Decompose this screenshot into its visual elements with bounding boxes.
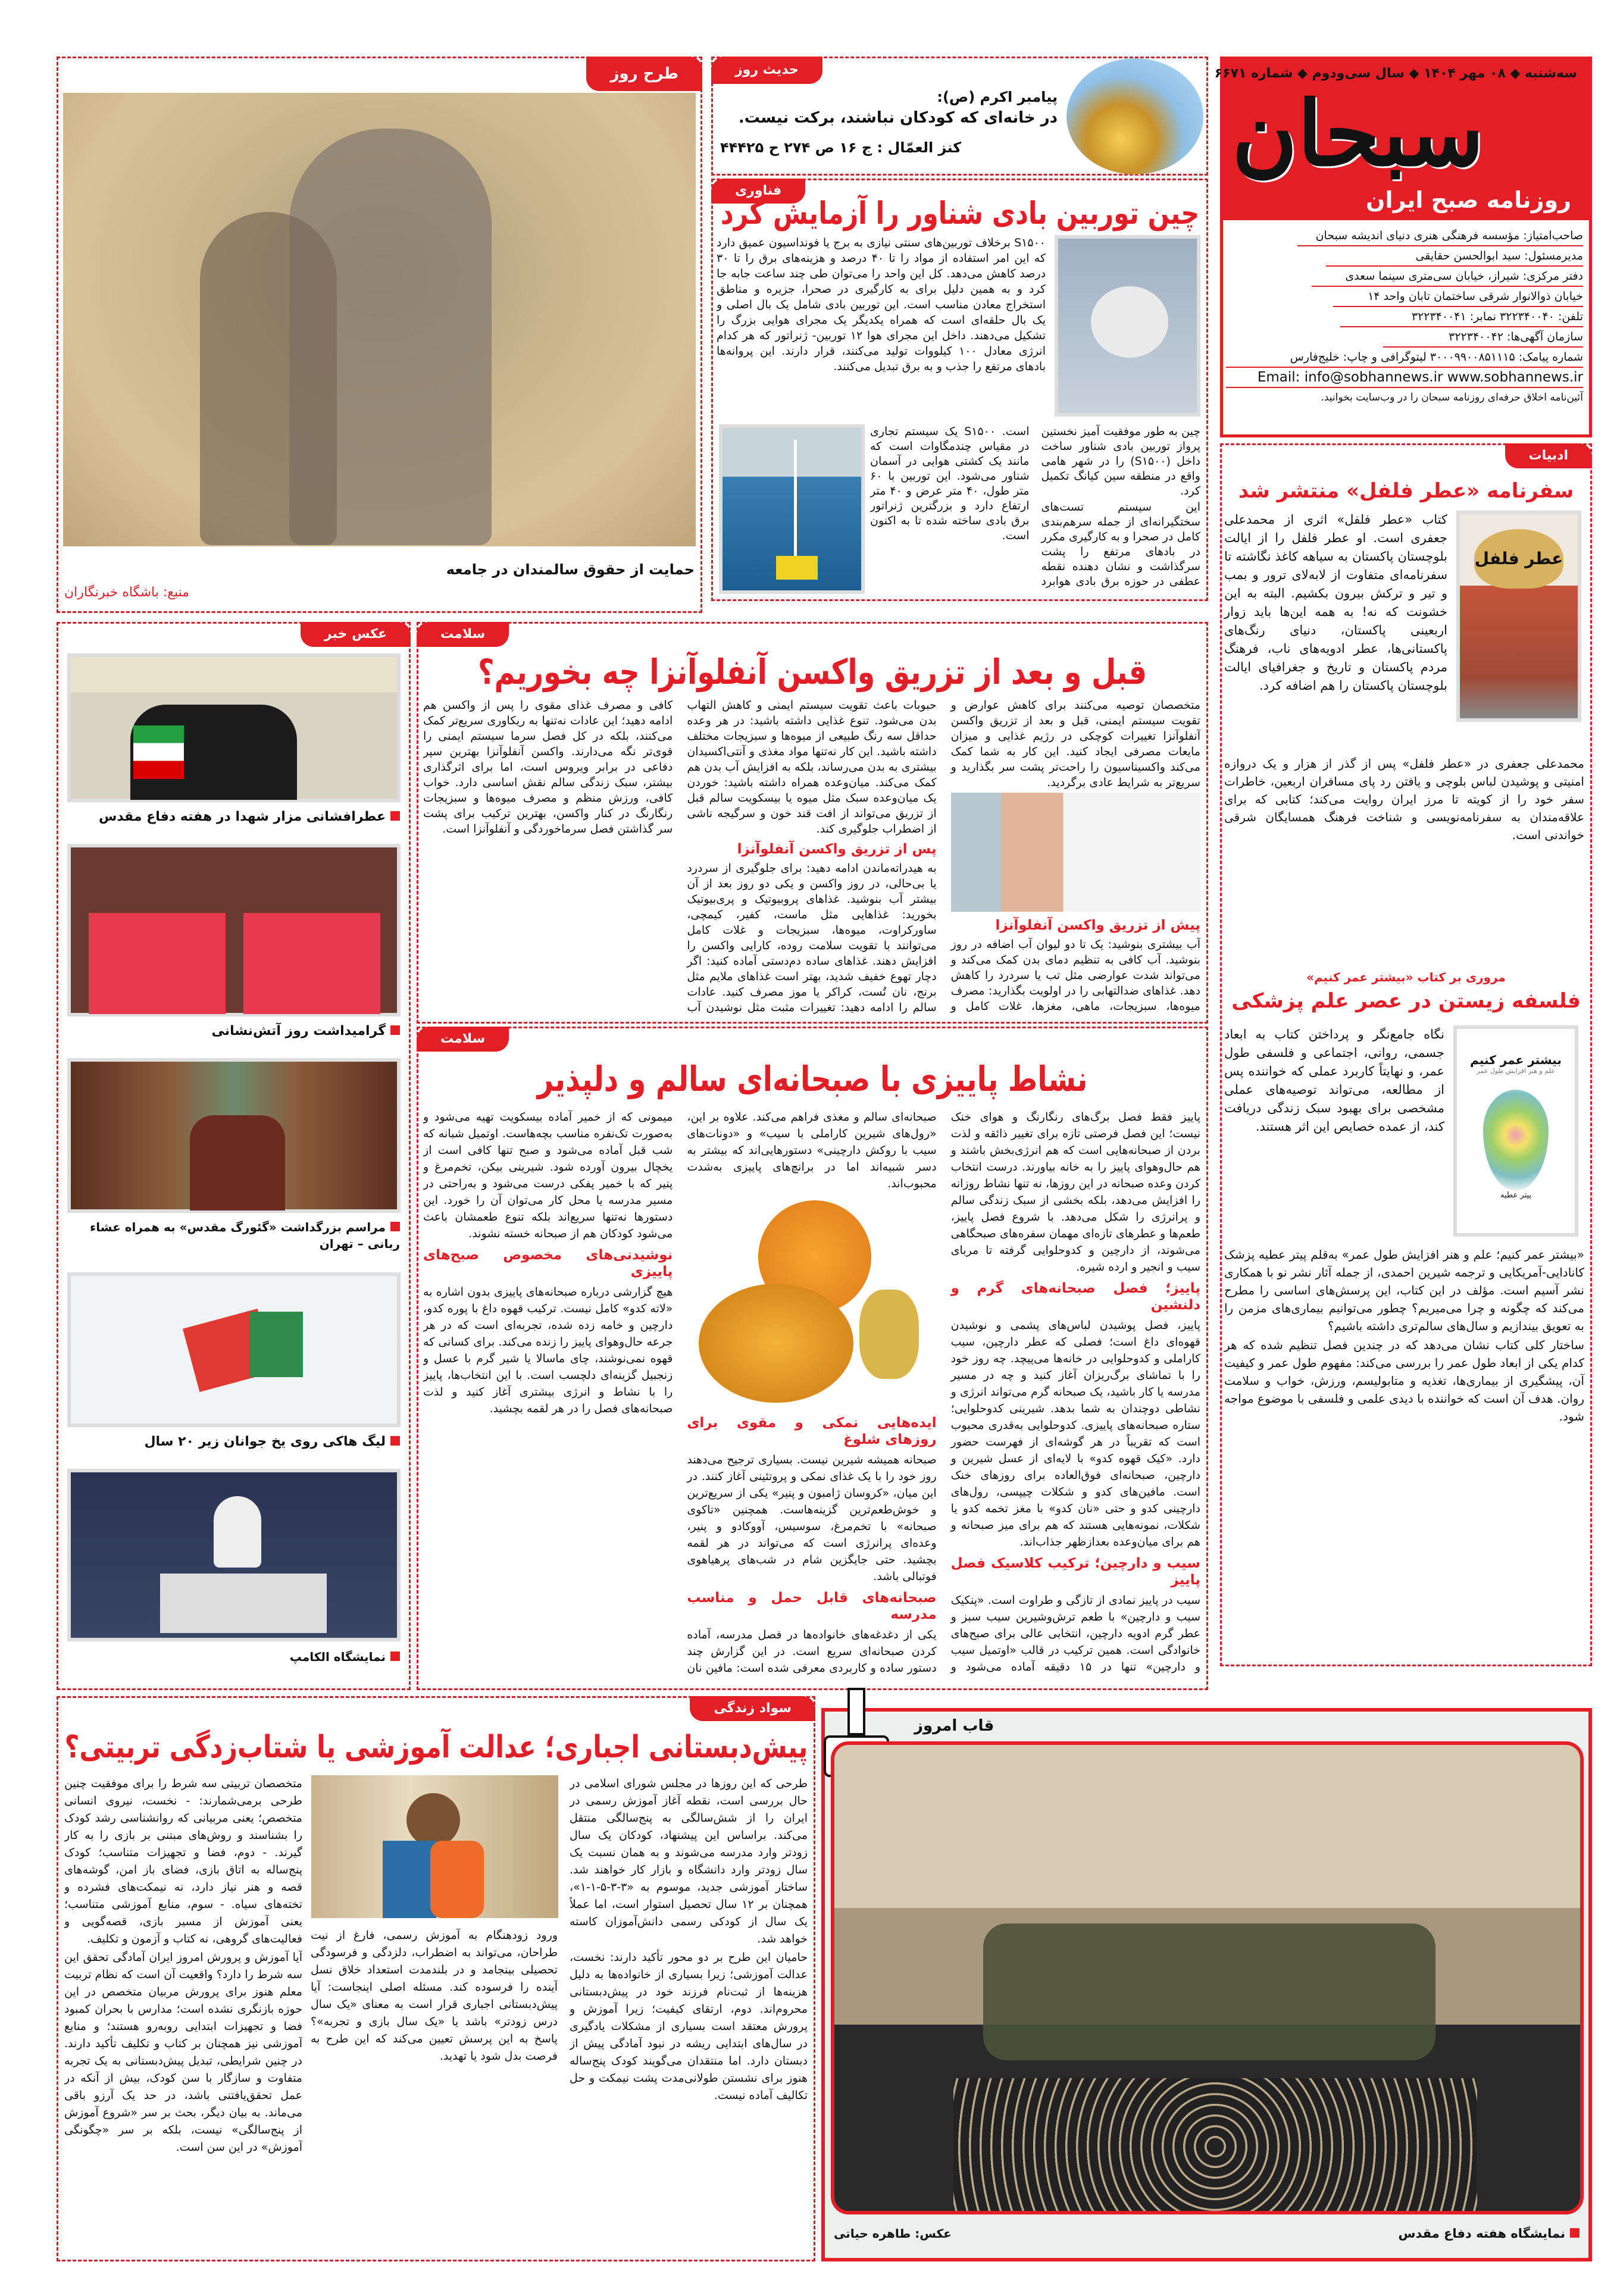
hadith-section [711, 57, 1208, 176]
preschool-headline: پیش‌دبستانی اجباری؛ عدالت آموزشی یا شتاب‌زدگی تربیتی؟ [64, 1729, 808, 1765]
book2-cover-subtitle: علم و هنر افزایش طول عمر [1477, 1067, 1555, 1075]
hadith-speaker: پیامبر اکرم (ص): [937, 89, 1058, 105]
masthead [1214, 57, 1592, 437]
subheading: ایده‌هایی نمکی و مقوی برای روزهای شلوغ [687, 1415, 937, 1447]
photo-credit: عکس: طاهره حیاتی [834, 2226, 952, 2241]
flu-vaccine-section [417, 622, 1208, 1024]
subheading: پس از تزریق واکسن آنفلوآنزا [737, 842, 937, 857]
book1-headline: سفرنامه «عطر فلفل» منتشر شد [1238, 479, 1574, 503]
section-title: قاب امروز [914, 1717, 994, 1735]
book1-cover-title: عطر فلفل [1474, 529, 1563, 589]
book2-headline: فلسفه زیستن در عصر علم پزشکی [1231, 989, 1581, 1013]
breakfast-headline: نشاط پاییزی با صبحانه‌ای سالم و دلپذیر [537, 1059, 1088, 1099]
masthead-banner [1214, 60, 1589, 220]
schoolboy-image [311, 1775, 558, 1918]
airborne-turbine-image [1055, 235, 1200, 417]
subheading: پاییز؛ فصل صبحانه‌های گرم و دلنشین [950, 1281, 1200, 1313]
hadith-text: در خانه‌ای که کودکان نباشند، برکت نیست. [738, 109, 1058, 127]
info-line: تلفن: ۳۲۲۳۴۰۰۴۰ نمابر: ۳۲۲۳۴۰۰۴۱ [1340, 307, 1583, 327]
cartoon-image [63, 93, 696, 546]
photo-church [67, 1058, 401, 1213]
photo-caption: مراسم بزرگداشت «گئورگ مقدس» به همراه عشاء ربانی – تهران [67, 1219, 400, 1252]
subheading: نوشیدنی‌های مخصوص صبح‌های پاییزی [423, 1247, 673, 1280]
photo-caption: نمایشگاه الکامپ [67, 1649, 400, 1665]
book2-cover-title: بیشتر عمر کنیم [1470, 1053, 1562, 1067]
tech-section [711, 179, 1208, 601]
info-line: سازمان آگهی‌ها: ۳۲۲۳۴۰۰۴۲ [1383, 327, 1583, 348]
section-tab: عکس خبر [301, 622, 411, 647]
flu-headline: قبل و بعد از تزریق واکسن آنفلوآنزا چه بخوریم؟ [477, 652, 1147, 692]
book1-body-cont: محمدعلی جعفری در «عطر فلفل» پس از گذر از هزار و یک دروازه امنیتی و پوشیدن لباس بلوچی و یافتن رد پای مسافران اربعین، خاطرات سفر خود را از کویته تا مرز ایران روایت می‌کند؛ کتابی که برای علاقه‌مندان به سفرنامه‌نویسی و شناخت فرهنگ همسایگان شرقی خواندنی است. [1224, 756, 1584, 842]
book2-cover-author: پیتر عطیه [1500, 1191, 1532, 1200]
section-tab: حدیث روز [711, 57, 822, 84]
section-tab: سلامت [417, 622, 509, 647]
subheading: سیب و دارچین؛ ترکیب کلاسیک فصل پاییز [950, 1556, 1200, 1588]
book2-body: نگاه جامع‌نگر و پرداختن کتاب به ابعاد جسمی، روانی، اجتماعی و فلسفی طول عمر، و نهایتاً کاربرد عملی که خواننده پس از مطالعه، می‌تواند توصیه‌های عملی مشخصی برای بهبود سبک زندگی دریافت کند، از عمده خصایص این اثر هستند. [1224, 1027, 1444, 1134]
cartoon-section [57, 57, 702, 613]
tech-body-left: S۱۵۰۰ برخلاف توربین‌های سنتی نیازی به برج یا فونداسیون عمیق دارد که این امر استفاده از مواد را تا ۴۰ درصد و هزینه‌های برق را تا ۳۰ درصد کاهش می‌دهد. کل این واحد را می‌توان طی چند ساعت جابه جا کرد و به همین دلیل برای به کارگیری در صحرا، جزیره و مناطق استخراج معادن مناسب است. این توربین بادی شامل یک بال اصلی و یک بال حلقه‌ای است که همراه یکدیگر یک مجرای هوایی بزرگ را تشکیل می‌دهند. داخل این مجرای هوا ۱۲ توربین- ژنراتور که هر کدام انرژی معادل ۱۰۰ کیلووات تولید می‌کنند، قرار دارند. این پروانه‌ها بادهای مرتفع را جذب و به برق تبدیل می‌کنند. [717, 236, 1046, 373]
photo-caption: عطرافشانی مزار شهدا در هفته دفاع مقدس [67, 808, 400, 826]
masthead-info [1226, 226, 1583, 407]
life-skills-section [57, 1696, 815, 2261]
section-tab: ادبیات [1505, 443, 1592, 468]
shrine-image [1066, 58, 1203, 174]
subheading: صبحانه‌های قابل حمل و مناسب مدرسه [687, 1590, 937, 1622]
photo-of-the-day [821, 1708, 1592, 2261]
photo-martyrs [67, 653, 401, 802]
book2-cover [1453, 1025, 1578, 1237]
flu-body: متخصصان توصیه می‌کنند برای کاهش عوارض و تقویت سیستم ایمنی، قبل و بعد از تزریق واکسن آنفلوآنزا تغییرات کوچکی در رژیم غذایی و میزان مایعات مصرفی ایجاد کنید. این کار به شما کمک می‌کند واکسیناسیون را راحت‌تر پشت سر بگذارید و سریع‌تر به شرایط عادی برگردید. پیش از تزریق واکسن آنفلوآنزا آب بیشتری بنوشید: یک تا دو لیوان آب اضافه در روز بنوشید. آب کافی به تنظیم دمای بدن کمک می‌کند و می‌تواند شدت عوارضی مثل تب یا سردرد را کاهش دهد. غذاهای ضدالتهابی را در اولویت بگذارید: مصرف میوه‌ها، سبزیجات، ماهی، مغزها، غلات کامل و حبوبات باعث تقویت سیستم ایمنی و کاهش التهاب بدن می‌شود. تنوع غذایی داشته باشید: در هر وعده حداقل سه رنگ طبیعی از میوه‌ها و سبزیجات مختلف داشته باشید. این کار نه‌تنها مواد مغذی و آنتی‌اکسیدان بیشتری به بدن می‌رساند، بلکه به افزایش آب بدن هم کمک می‌کند. میان‌وعده همراه داشته باشید: خوردن یک میان‌وعده سبک مثل میوه یا بیسکویت سالم قبل از تزریق می‌تواند از افت قند خون و سرگیجه ناشی از اضطراب جلوگیری کند. پس از تزریق واکسن آنفلوآنزا به هیدراته‌ماندن ادامه دهید: برای جلوگیری از سردرد یا بی‌حالی، در روز واکسن و یکی دو روز بعد از آن بیشتر آب بنوشید. غذاهای پروبیوتیک و پری‌بیوتیک بخورید: غذاهایی مثل ماست، کفیر، کیمچی، ساورکراوت، میوه‌ها، سبزیجات و غلات کامل می‌توانند با تقویت سلامت روده، کارایی واکسن را افزایش دهند. غذاهای ساده دم‌دستی آماده کنید: اگر دچار تهوع خفیف شدید، بهتر است غذاهای ملایم مثل برنج، نان تُست، کراکر یا موز مصرف کنید. عادات سالم را ادامه دهید: تغییرات مثبت مثل نوشیدن آب کافی و مصرف غذای مقوی را پس از واکسن هم ادامه دهید؛ این عادات نه‌تنها به ریکاوری سریع‌تر کمک می‌کنند، بلکه در کل فصل سرما سیستم ایمنی را قوی‌تر نگه می‌دارند. واکسن آنفلوآنزا بهترین سپر دفاعی در برابر ویروس است، اما برای اثرگذاری بیشتر، سبک زندگی سالم نقش اساسی دارد. خواب کافی، ورزش منظم و مصرف میوه‌ها و سبزیجات رنگارنگ در کنار واکسن، بهترین ترکیب برای پشت سر گذاشتن فصل سرماخوردگی و آنفلوآنزا است. [423, 699, 1200, 1014]
subheading: پیش از تزریق واکسن آنفلوآنزا [995, 918, 1200, 933]
book1-cover [1456, 511, 1581, 722]
section-tab: فناوری [711, 179, 805, 204]
tech-headline: چین توربین بادی شناور را آزمایش کرد [720, 196, 1199, 232]
info-line: مدیرمسئول: سید ابوالحسن حقایقی [1326, 246, 1583, 267]
preschool-body-right: طرحی که این روزها در مجلس شورای اسلامی در حال بررسی است، نقطه آغاز آموزش رسمی در ایران را از شش‌سالگی به پنج‌سالگی منتقل می‌کند. براساس این پیشنهاد، کودکان یک سال زودتر وارد مدرسه می‌شوند و به همان نسبت یک سال زودتر وارد دانشگاه و بازار کار خواهند شد. ساختار آموزشی جدید، موسوم به «۳-۳-۵-۱-۱»، همچنان بر ۱۲ سال تحصیل استوار است، اما عملاً یک سال از کودکی رسمی دانش‌آموزان کاسته خواهد شد. حامیان این طرح بر دو محور تأکید دارند: نخست، عدالت آموزشی؛ زیرا بسیاری از خانواده‌ها به دلیل هزینه‌ها از ثبت‌نام فرزند خود در پیش‌دبستانی محروم‌اند. دوم، ارتقای کیفیت؛ زیرا آموزش و پرورش معتقد است بسیاری از مشکلات یادگیری در سال‌های ابتدایی ریشه در نبود آمادگی پیش از دبستان دارد. اما منتقدان می‌گویند کودک پنج‌ساله هنوز برای نشستن طولانی‌مدت پشت نیمکت و حل تکالیف آماده نیست. [570, 1777, 808, 2102]
section-tab: سواد زندگی [690, 1696, 815, 1721]
tech-body-right: چین به طور موفقیت آمیز نخستین پرواز توربین بادی شناور ساخت داخل (S۱۵۰۰) را در شهر هامی واقع در منطقه سین کیانگ تکمیل کرد. این سیستم تست‌های سختگیرانه‌ای از جمله سرهم‌بندی کامل در صحرا و به کارگیری مکرر در بادهای مرتفع را پشت سرگذاشت و نشان دهنده نقطه عطفی در حوزه برق بادی هوابرد است. S۱۵۰۰ یک سیستم تجاری در مقیاس چندمگاوات است که مانند یک کشتی هوایی در آسمان شناور می‌شود. این توربین با ۶۰ متر طول، ۴۰ متر عرض و ۴۰ متر ارتفاع دارد و بزرگترین ژنراتور برق بادی ساخته شده تا به اکنون است. [870, 425, 1200, 588]
photo-elecomp [67, 1469, 401, 1641]
breakfast-body: پاییز فقط فصل برگ‌های رنگارنگ و هوای خنک نیست؛ این فصل فرصتی تازه برای تغییر ذائقه و لذت بردن از صبحانه‌هایی است که هم انرژی‌بخش باشند و هم حال‌وهوای پاییز را به خانه بیاورند. درست انتخاب کردن وعده صبحانه در این روزها، نه تنها نشاط روزانه را افزایش می‌دهد، بلکه بخشی از سبک زندگی سالم و پرانرژی را شکل می‌دهد. با شروع فصل پاییز، طعم‌ها و عطرهای تازه‌ای مهمان سفره‌های صبحگاهی می‌شوند، از دارچین و کدوحلوایی گرفته تا مربای سیب و انجیر و ارده شیره. پاییز؛ فصل صبحانه‌های گرم و دلنشین پاییز، فصل پوشیدن لباس‌های پشمی و نوشیدن قهوه‌ای داغ است؛ فصلی که عطر دارچین، سیب کاراملی و کدوحلوایی در خانه‌ها می‌پیچد. چه روز خود را با تماشای برگ‌ریزان آغاز کنید و چه در مسیر مدرسه یا کار باشید، یک صبحانه گرم می‌تواند انرژی و نشاطی دوچندان به شما بدهد. شیرینی کدوحلوایی؛ ستاره صبحانه‌های پاییزی. کدوحلوایی به‌قدری محبوب است که تقریباً در هر گوشه‌ای از فهرست حضور دارد. «کیک قهوه کدو» با لایه‌ای از عسل شیرین و دارچین، صبحانه‌ای فوق‌العاده برای روزهای خنک است. مافین‌های کدو و شکلات چیپسی، رول‌های دارچینی کدو و حتی «نان کدو» با مغز تخمه کدو یا شکلات، نمونه‌هایی هستند که هم برای میز صبحانه و هم برای میان‌وعده بعدازظهر جذاب‌اند. سیب و دارچین؛ ترکیب کلاسیک فصل پاییز سیب در پاییز نمادی از تازگی و طراوت است. «پنکیک سیب و دارچین» با طعم ترش‌وشیرین سیب سبز و عطر گرم ادویه دارچین، انتخابی عالی برای صبح‌های خانوادگی است. همین ترکیب در قالب «اوتمیل سیب و دارچین» تنها در ۱۵ دقیقه آماده می‌شود و صبحانه‌ای سالم و مغذی فراهم می‌کند. علاوه بر این، «رول‌های شیرین کاراملی با سیب» و «دونات‌های سیب با روکش دارچینی» دستورهایی‌اند که بیشتر به دسر شبیه‌اند اما در برانچ‌های پاییزی به‌شدت محبوب‌اند. ایده‌هایی نمکی و مقوی برای روزهای شلوغ صبحانه همیشه شیرین نیست. بسیاری ترجیح می‌دهند روز خود را با یک غذای نمکی و پروتئینی آغاز کنند. در این میان، «کروسان ژامبون و پنیر» یکی از سریع‌ترین و خوش‌طعم‌ترین گزینه‌هاست. همچنین «تاکوی صبحانه» با تخم‌مرغ، سوسیس، آووکادو و پنیر، وعده‌ای پرانرژی است که می‌تواند در هر لقمه بچشید. حتی جایگزین شام در شب‌های پرهیاهوی فوتبالی باشد. صبحانه‌های قابل حمل و مناسب مدرسه یکی از دغدغه‌های خانواده‌ها در فصل مدرسه، آماده کردن صبحانه‌ای سریع است. در این گزارش چند دستور ساده و کاربردی معرفی شده است: مافین نان میمونی که از خمیر آماده بیسکویت تهیه می‌شود و به‌صورت تک‌نفره مناسب بچه‌هاست. اوتمیل شبانه که شب قبل آماده می‌شود و صبح تنها کافی است از یخچال بیرون آورده شود. شیرینی بیکن، تخم‌مرغ و پنیر که با خمیر پفکی درست می‌شود و به‌راحتی در مسیر مدرسه یا محل کار می‌توان آن را خورد. این دستورها نه‌تنها سریع‌اند بلکه تنوع طعمشان باعث می‌شود کودکان هم از صبحانه خسته نشوند. نوشیدنی‌های مخصوص صبح‌های پاییزی هیچ گزارشی درباره صبحانه‌های پاییزی بدون اشاره به «لاته کدو» کامل نیست. ترکیب قهوه داغ با پوره کدو، دارچین و خامه زده شده، تجربه‌ای است که در هر جرعه حال‌وهوای پاییز را زنده می‌کند. برای کسانی که قهوه نمی‌نوشند، چای ماسالا یا شیر گرم با عسل و زنجبیل گزینه‌ای دلچسب است. با این انتخاب‌ها، پاییز را با نشاط و انرژی بیشتری آغاز کنید و لذت صبحانه‌های فصل را در هر لقمه بچشید. [423, 1111, 1200, 1675]
exhibition-photo [831, 1741, 1584, 2214]
hadith-reference: کنز العمّال : ج ۱۶ ص ۲۷۴ ح ۴۴۴۲۵ [720, 139, 962, 156]
preschool-body-middle: ورود زودهنگام به آموزش رسمی، فارغ از نیت طراحان، می‌تواند به اضطراب، دلزدگی و فرسودگی تحصیلی بینجامد و در بلندمدت استعداد خلاق نسل آینده را فرسوده کند. مسئله اصلی اینجاست: آیا پیش‌دبستانی اجباری قرار است به معنای «یک سال درس زودتر» باشد یا «یک سال بازی و تجربه»؟ پاسخ به این پرسش تعیین می‌کند که این طرح به فرصت بدل شود یا تهدید. [311, 1929, 558, 2063]
pumpkin-soup-image [687, 1194, 936, 1409]
info-line: شماره پیامک: ۳۰۰۰۹۹۰۰۸۵۱۱۱۵ لیتوگرافی و چاپ: خلیج‌فارس [1226, 348, 1583, 368]
photo-ice-hockey [67, 1272, 401, 1427]
photo-news-section [57, 622, 411, 1690]
photo-caption: نمایشگاه هفته دفاع مقدس [1399, 2226, 1580, 2241]
literature-section [1220, 443, 1592, 1666]
child-figure [200, 212, 337, 545]
tagline: روزنامه صبح ایران [1366, 187, 1571, 213]
cartoon-caption: حمایت از حقوق سالمندان در جامعه [446, 561, 695, 578]
cartoon-source: منبع: باشگاه خبرنگاران [64, 585, 190, 600]
website-email[interactable]: Email: info@sobhannews.ir www.sobhannews.ir [1226, 368, 1583, 388]
photo-caption: گرامیداشت روز آتش‌نشانی [67, 1022, 400, 1040]
preschool-body-left: متخصصان تربیتی سه شرط را برای موفقیت چنین طرحی برمی‌شمارند: - نخست، نیروی انسانی متخصص؛ یعنی مربیانی که روانشناسی رشد کودک را بشناسند و روش‌های مبتنی بر بازی را به کار گیرند. - دوم، فضا و تجهیزات متناسب؛ کودک پنج‌ساله به اتاق بازی، فضای باز امن، گوشه‌های قصه و هنر نیاز دارد، نه نیمکت‌های فشرده و تخته‌های سیاه. - سوم، منابع آموزشی متناسب؛ یعنی آموزش از مسیر بازی، قصه‌گویی و فعالیت‌های گروهی، نه کتاب و آزمون و تکلیف. آیا آموزش و پرورش امروز ایران آمادگی تحقق این سه شرط را دارد؟ واقعیت آن است که نظام تربیت معلم هنوز برای پرورش مربیان متخصص در این حوزه بازنگری نشده است؛ مدارس با بحران کمبود فضا و تجهیزات ابتدایی روبه‌رو هستند؛ و منابع آموزشی نیز همچنان بر کتاب و تکلیف تأکید دارند. در چنین شرایطی، تبدیل پیش‌دبستانی به یک تجربه متفاوت و سازگار با سن کودک، بیش از آنکه در عمل تحقق‌یافتنی باشد، در حد یک آرزو باقی می‌ماند. به بیان دیگر، بحث بر سر «شروع آموزش از پنج‌سالگی» نیست، بلکه بر سر «چگونگی آموزش» در این سن است. [64, 1777, 302, 2154]
section-tab: سلامت [417, 1027, 509, 1052]
info-line: صاحب‌امتیاز: مؤسسه فرهنگی هنری دنیای اندیشه سبحان [1297, 226, 1583, 246]
section-tab: طرح روز [586, 57, 702, 91]
info-line: دفتر مرکزی: شیراز، خیابان سی‌متری سینما سعدی [1312, 267, 1583, 287]
breakfast-section [417, 1027, 1208, 1690]
book2-body-cont: «بیشتر عمر کنیم؛ علم و هنر افزایش طول عمر» به‌قلم پیتر عطیه پزشک کانادایی-آمریکایی و ترجمه شیرین احمدی، از جمله آثار نشر نو با همکاری نشر آسیم است. مؤلف در این کتاب، این پرسش‌های اساسی را مطرح می‌کند که چگونه و چرا می‌میریم؟ چطور می‌توانیم بیماری‌های مزمن را به تعویق بیندازیم و سال‌های سالم‌تری داشته باشیم؟ ساختار کلی کتاب نشان می‌دهد که در چندین فصل تنظیم شده که هر کدام یکی از ابعاد طول عمر را بررسی می‌کند: مفهوم طول عمر و کیفیت آن، پیشگیری از بیماری‌ها، تغذیه و متابولیسم، ورزش، خواب و سلامت روان. هدف آن است که خواننده با دیدی علمی و فلسفی با موضوع مواجه شود. [1224, 1247, 1584, 1424]
ethics-note: آئین‌نامه اخلاق حرفه‌ای روزنامه سبحان را در وب‌سایت بخوانید. [1321, 392, 1583, 403]
offshore-turbine-image [719, 424, 865, 594]
photo-firefighters [67, 844, 401, 1016]
info-line: خیابان ذوالانوار شرقی ساختمان تابان واحد ۱۴ [1333, 287, 1583, 307]
book2-kicker: مروری بر کتاب «بیشتر عمر کنیم» [1306, 970, 1506, 984]
book1-body: کتاب «عطر فلفل» اثری از محمدعلی جعفری است. او عطر فلفل را از ایالت بلوچستان پاکستان به سیاهه کاغذ نگاشته تا سفرنامه‌ای متفاوت از لابه‌لای ترور و بمب و تیر و ترکش بیرون بکشیم. البته به این خشونت که نه! به همه این‌ها باید زوار اربعینی پاکستان، دنیای رنگ‌های پاکستانی‌ها، عطر ادویه‌های ناب، فرهنگ مردم پاکستان و تاریخ و جغرافیای ایالت بلوچستان پاکستان را هم اضافه کرد. [1224, 512, 1447, 693]
vaccine-injection-image [951, 793, 1200, 912]
photo-caption: لیگ هاکی روی یخ جوانان زیر ۲۰ سال [67, 1433, 400, 1451]
logo: سبحان [1232, 82, 1484, 186]
dateline: سه‌شنبه ◆ ۰۸ مهر ۱۴۰۴ ◆ سال سی‌ودوم ◆ شماره ۶۶۷۱ [1214, 66, 1577, 81]
